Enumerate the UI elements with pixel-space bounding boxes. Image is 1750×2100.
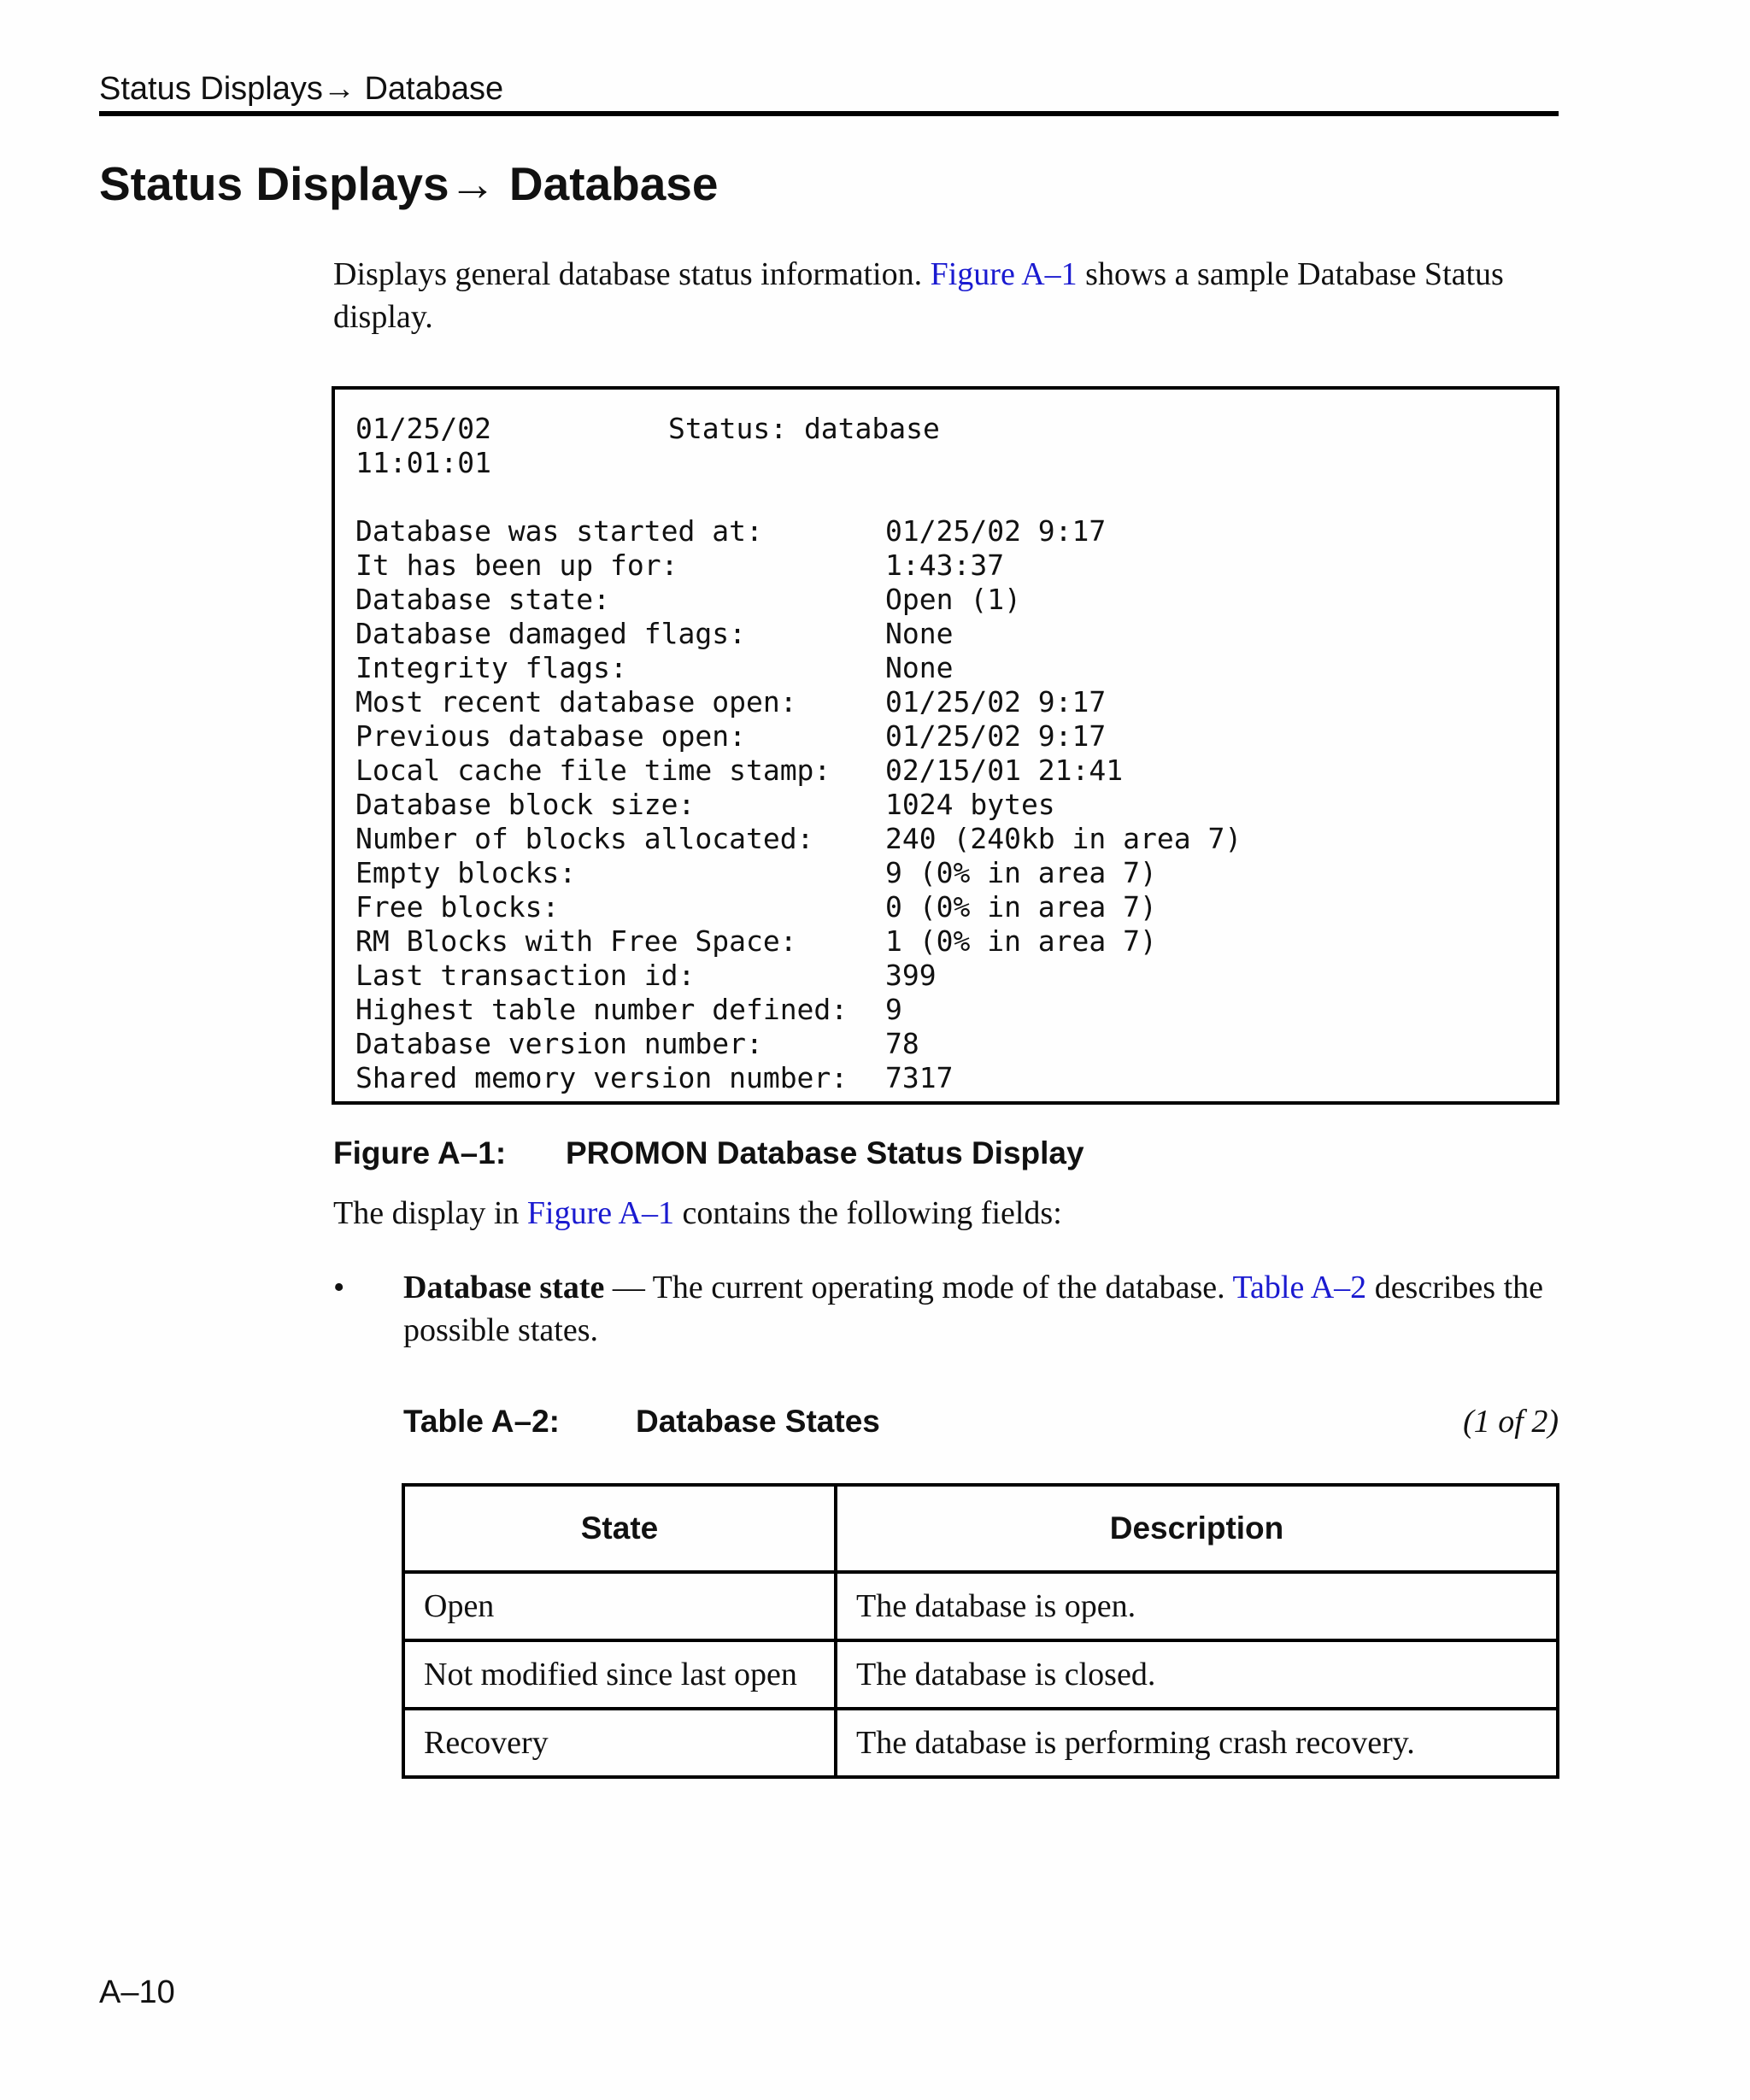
table-pager: (1 of 2) bbox=[1463, 1404, 1559, 1440]
state-cell: Open bbox=[403, 1572, 836, 1640]
screen-row-value: 01/25/02 9:17 bbox=[885, 685, 1107, 719]
screen-row-label: Most recent database open: bbox=[355, 685, 797, 719]
figure-link[interactable]: Figure A–1 bbox=[930, 256, 1078, 292]
screen-row-value: 9 (0% in area 7) bbox=[885, 856, 1157, 889]
bullet-item-database-state bbox=[403, 1266, 1565, 1352]
bullet-term: Database state bbox=[403, 1270, 605, 1305]
screen-row-value: 1024 bytes bbox=[885, 788, 1055, 821]
table-title: Database States bbox=[636, 1404, 880, 1439]
screen-row-value: None bbox=[885, 651, 954, 684]
fields-text-before: The display in bbox=[333, 1195, 527, 1231]
screen-row-value: 78 bbox=[885, 1027, 919, 1060]
screen-row-label: Number of blocks allocated: bbox=[355, 822, 814, 855]
screen-row-label: Previous database open: bbox=[355, 719, 746, 753]
state-cell: Not modified since last open bbox=[403, 1640, 836, 1709]
screen-row-label: Integrity flags: bbox=[355, 651, 627, 684]
table-link[interactable]: Table A–2 bbox=[1232, 1270, 1367, 1305]
screen-row-label: RM Blocks with Free Space: bbox=[355, 924, 797, 958]
column-header-description: Description bbox=[836, 1485, 1558, 1572]
screen-row-label: Database was started at: bbox=[355, 514, 763, 548]
description-cell: The database is closed. bbox=[836, 1640, 1558, 1709]
figure-title: PROMON Database Status Display bbox=[566, 1135, 1084, 1170]
screen-row-label: Database damaged flags: bbox=[355, 617, 746, 650]
table-header-row bbox=[403, 1485, 1558, 1572]
screen-row-value: Open (1) bbox=[885, 583, 1021, 616]
screen-row-label: Free blocks: bbox=[355, 890, 560, 924]
screen-row-label: Database block size: bbox=[355, 788, 696, 821]
bullet-text-after: describes the possible states. bbox=[403, 1270, 1543, 1348]
state-cell: Recovery bbox=[403, 1709, 836, 1777]
figure-number: Figure A–1: bbox=[333, 1135, 507, 1170]
page-number: A–10 bbox=[99, 1974, 175, 2010]
screen-row-value: 1:43:37 bbox=[885, 548, 1005, 582]
description-cell: The database is performing crash recovery. bbox=[836, 1709, 1558, 1777]
screen-row-label: Database version number: bbox=[355, 1027, 763, 1060]
screen-row-label: Database state: bbox=[355, 583, 611, 616]
screen-row-value: 01/25/02 9:17 bbox=[885, 719, 1107, 753]
intro-text-before: Displays general database status information. bbox=[333, 256, 931, 292]
screen-row-label: Shared memory version number: bbox=[355, 1061, 849, 1094]
table-row bbox=[403, 1709, 1558, 1777]
status-screen bbox=[332, 386, 1559, 1105]
screen-row-value: 7317 bbox=[885, 1061, 954, 1094]
screen-row-label: Empty blocks: bbox=[355, 856, 577, 889]
screen-row-label: Highest table number defined: bbox=[355, 993, 849, 1026]
table-row bbox=[403, 1572, 1558, 1640]
page-title: Status Displays→ Database bbox=[99, 157, 719, 210]
bullet-icon: • bbox=[333, 1270, 345, 1305]
screen-row-value: 1 (0% in area 7) bbox=[885, 924, 1157, 958]
table-row bbox=[403, 1640, 1558, 1709]
table-number: Table A–2: bbox=[403, 1404, 560, 1439]
screen-row-label: Local cache file time stamp: bbox=[355, 754, 831, 787]
screen-row-value: None bbox=[885, 617, 954, 650]
screen-row-value: 399 bbox=[885, 959, 937, 992]
screen-row-value: 0 (0% in area 7) bbox=[885, 890, 1157, 924]
screen-row-value: 02/15/01 21:41 bbox=[885, 754, 1124, 787]
screen-time: 11:01:01 bbox=[355, 446, 491, 479]
screen-row-value: 9 bbox=[885, 993, 902, 1026]
fields-intro bbox=[333, 1192, 1062, 1235]
screen-row-label: It has been up for: bbox=[355, 548, 678, 582]
figure-link[interactable]: Figure A–1 bbox=[526, 1195, 674, 1231]
intro-paragraph bbox=[333, 253, 1555, 338]
intro-text-after: shows a sample Database Status display. bbox=[333, 256, 1504, 335]
screen-row-label: Last transaction id: bbox=[355, 959, 696, 992]
header-rule bbox=[99, 111, 1559, 116]
running-header: Status Displays→ Database bbox=[99, 71, 504, 107]
screen-date: 01/25/02 bbox=[355, 412, 491, 445]
screen-row-value: 01/25/02 9:17 bbox=[885, 514, 1107, 548]
figure-caption bbox=[333, 1133, 1084, 1174]
fields-text-after: contains the following fields: bbox=[673, 1195, 1062, 1231]
description-cell: The database is open. bbox=[836, 1572, 1558, 1640]
screen-row-value: 240 (240kb in area 7) bbox=[885, 822, 1242, 855]
bullet-text-before: — The current operating mode of the database. bbox=[604, 1270, 1233, 1305]
table-caption bbox=[403, 1401, 880, 1442]
column-header-state: State bbox=[403, 1485, 836, 1572]
screen-status: Status: database bbox=[668, 412, 940, 445]
database-states-table bbox=[402, 1483, 1559, 1779]
